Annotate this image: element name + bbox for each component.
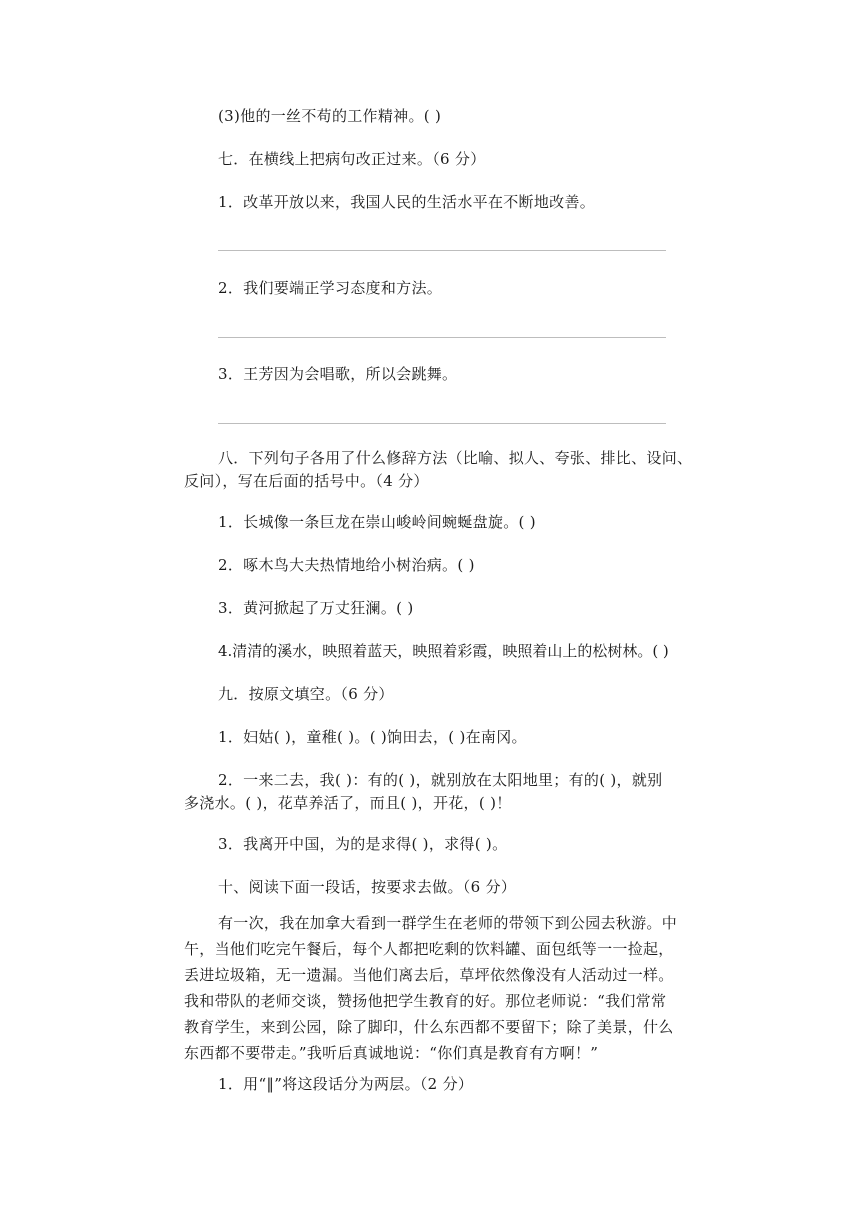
section-9-item-2-line-2: 多浇水。( )，花草养活了，而且( )，开花，( )！ [184, 794, 512, 812]
section-9-item-2-line-1: 2．一来二去，我( )：有的( )，就别放在太阳地里；有的( )，就别 [218, 771, 663, 789]
section-8-item-2: 2．啄木鸟大夫热情地给小树治病。( ) [218, 556, 475, 574]
passage-line-5: 教育学生，来到公园，除了脚印，什么东西都不要留下；除了美景，什么 [184, 1018, 674, 1036]
question-vi-3: (3)他的一丝不苟的工作精神。( ) [218, 107, 442, 125]
section-8-item-4: 4.清清的溪水，映照着蓝天，映照着彩霞，映照着山上的松树林。( ) [218, 642, 669, 660]
section-9-item-1: 1．妇姑( )，童稚( )。( )饷田去，( )在南冈。 [218, 728, 527, 746]
passage-line-6: 东西都不要带走。”我听后真诚地说：“你们真是教育有方啊！” [184, 1044, 599, 1062]
passage-line-2: 午，当他们吃完午餐后，每个人都把吃剩的饮料罐、面包纸等一一捡起， [184, 940, 674, 958]
passage-line-1: 有一次，我在加拿大看到一群学生在老师的带领下到公园去秋游。中 [218, 914, 678, 932]
section-7-item-3: 3．王芳因为会唱歌，所以会跳舞。 [218, 365, 458, 383]
passage-line-3: 丢进垃圾箱，无一遗漏。当他们离去后，草坪依然像没有人活动过一样。 [184, 966, 674, 984]
section-7-item-2: 2．我们要端正学习态度和方法。 [218, 279, 443, 297]
answer-line-2 [218, 337, 666, 338]
section-7-item-1: 1．改革开放以来，我国人民的生活水平在不断地改善。 [218, 193, 596, 211]
section-9-item-3: 3．我离开中国，为的是求得( )，求得( )。 [218, 835, 508, 853]
section-8-heading-line-1: 八．下列句子各用了什么修辞方法（比喻、拟人、夸张、排比、设问、 [218, 449, 693, 467]
section-8-heading-line-2: 反问），写在后面的括号中。（4 分） [184, 472, 429, 490]
section-9-heading: 九．按原文填空。（6 分） [218, 685, 394, 703]
answer-line-1 [218, 250, 666, 251]
answer-line-3 [218, 423, 666, 424]
section-8-item-3: 3．黄河掀起了万丈狂澜。( ) [218, 599, 414, 617]
section-10-heading: 十、阅读下面一段话，按要求去做。（6 分） [218, 878, 517, 896]
passage-line-4: 我和带队的老师交谈，赞扬他把学生教育的好。那位老师说：“我们常常 [184, 992, 667, 1010]
section-8-item-1: 1．长城像一条巨龙在崇山峻岭间蜿蜒盘旋。( ) [218, 513, 536, 531]
section-7-heading: 七．在横线上把病句改正过来。（6 分） [218, 150, 486, 168]
section-10-question-1: 1．用“‖”将这段话分为两层。（2 分） [218, 1075, 474, 1093]
